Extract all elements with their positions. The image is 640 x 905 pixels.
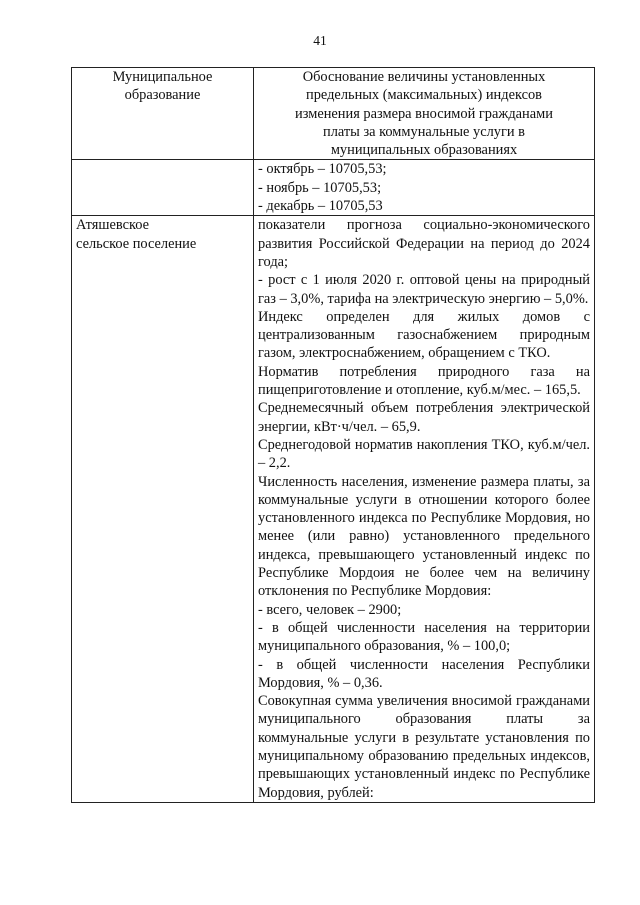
row1-municipality (72, 160, 254, 216)
table-row (72, 160, 595, 216)
list-item: - октябрь – 10705,53; (258, 161, 387, 178)
row1-justification (254, 160, 595, 216)
justification-table (71, 67, 595, 803)
paragraph: Среднегодовой норматив накопления ТКО, куб.м/чел. – 2,2. (258, 436, 590, 472)
table-row (72, 216, 595, 803)
municipality-name-line: сельское поселение (76, 235, 197, 252)
header-justification-line: муниципальных образованиях (330, 142, 518, 159)
paragraph: показатели прогноза социально-экономического развития Российской Федерации на период до 2024 года; (258, 217, 590, 270)
list-item: - декабрь – 10705,53 (258, 198, 383, 215)
paragraph: - в общей численности населения Республики Мордовия, % – 0,36. (258, 656, 590, 691)
municipality-name-line: Атяшевское (76, 217, 149, 234)
header-justification (254, 68, 595, 160)
row2-municipality (72, 216, 254, 803)
paragraph: Норматив потребления природного газа на пищеприготовление и отопление, куб.м/мес. – 165,5. (258, 363, 590, 399)
header-justification-line: изменения размера вносимой гражданами (295, 105, 553, 122)
paragraph: - в общей численности населения на территории муниципального образования, % – 100,0; (258, 619, 590, 655)
paragraph: Совокупная сумма увеличения вносимой гражданами муниципального образования платы за коммунальные услуги в результате установления по муниципальному образованию предельных индексов, превышающих установленный индекс по Республике Мордовия, рублей: (258, 693, 590, 801)
header-justification-line: платы за коммунальные услуги в (323, 123, 525, 140)
header-municipality-line: образование (124, 87, 201, 104)
paragraph: - всего, человек – 2900; (258, 601, 402, 618)
header-municipality-line: Муниципальное (112, 69, 213, 85)
header-justification-line: предельных (максимальных) индексов (306, 87, 542, 104)
header-justification-line: Обоснование величины установленных (302, 69, 546, 85)
table-header-row (72, 68, 595, 160)
paragraph: Индекс определен для жилых домов с централизованным газоснабжением природным газом, электроснабжением, обращением с ТКО. (258, 308, 590, 362)
page-number: 41 (313, 33, 327, 48)
header-municipality (72, 68, 254, 160)
paragraph: - рост с 1 июля 2020 г. оптовой цены на природный газ – 3,0%, тарифа на электрическую энергию – 5,0%. (258, 272, 590, 307)
paragraph: Численность населения, изменение размера платы, за коммунальные услуги в отношении которого более установленного индекса по Республике Мордовия, но менее (или равно) установленного предельного индекса, превышающего установленный индекс по Республике Мордоия не более чем на величину отклонения по Республике Мордовия: (258, 473, 590, 600)
row2-justification (254, 216, 595, 803)
paragraph: Среднемесячный объем потребления электрической энергии, кВт·ч/чел. – 65,9. (258, 400, 590, 435)
list-item: - ноябрь – 10705,53; (258, 179, 382, 196)
